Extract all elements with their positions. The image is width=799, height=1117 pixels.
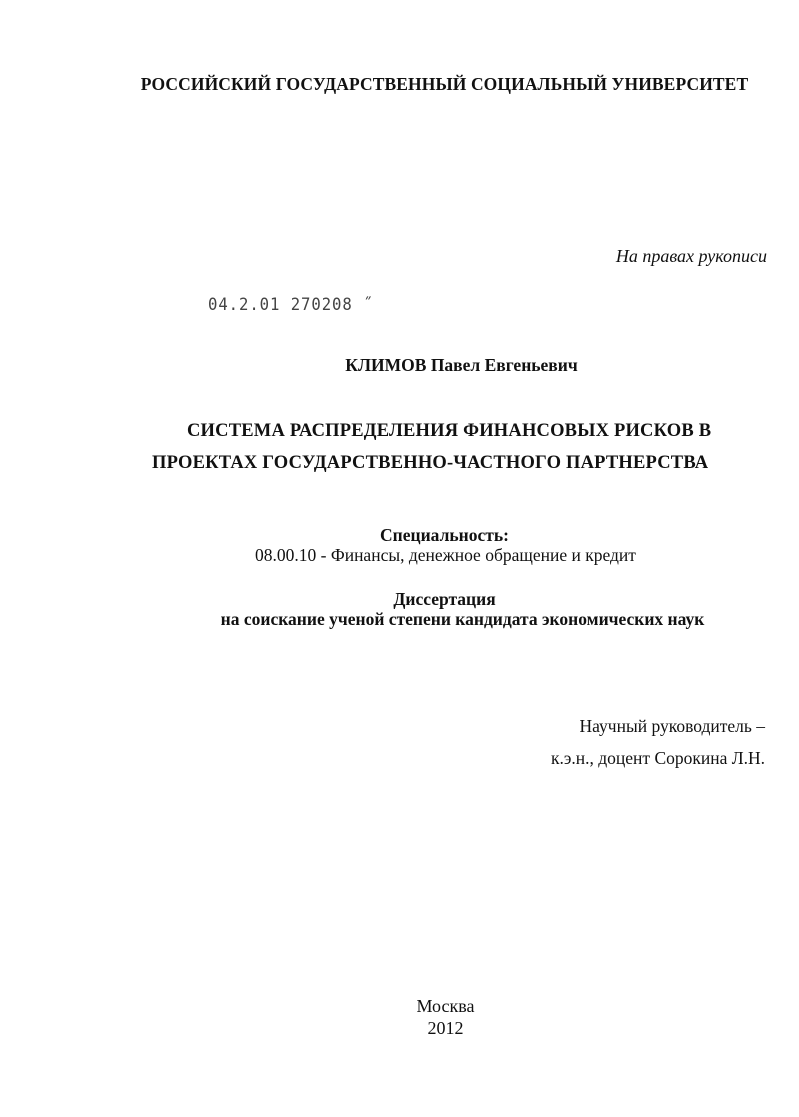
dissertation-label: Диссертация xyxy=(393,589,496,609)
specialty-label: Специальность: xyxy=(380,525,509,545)
university-name: РОССИЙСКИЙ ГОСУДАРСТВЕННЫЙ СОЦИАЛЬНЫЙ УНИВЕРСИТЕТ xyxy=(140,74,749,94)
advisor-role: Научный руководитель – xyxy=(579,716,765,736)
advisor-name: к.э.н., доцент Сорокина Л.Н. xyxy=(551,748,765,768)
dissertation-description: на соискание ученой степени кандидата экономических наук xyxy=(220,609,705,629)
year: 2012 xyxy=(427,1018,464,1038)
city: Москва xyxy=(416,996,475,1016)
registration-stamp: 04.2.01 270208 ˝ xyxy=(208,295,374,315)
thesis-title-line-1: СИСТЕМА РАСПРЕДЕЛЕНИЯ ФИНАНСОВЫХ РИСКОВ В xyxy=(187,421,712,441)
specialty-value: 08.00.10 - Финансы, денежное обращение и кредит xyxy=(255,545,636,565)
thesis-title-line-2: ПРОЕКТАХ ГОСУДАРСТВЕННО-ЧАСТНОГО ПАРТНЕРСТВА xyxy=(152,453,709,473)
author-name: КЛИМОВ Павел Евгеньевич xyxy=(345,355,578,375)
manuscript-note: На правах рукописи xyxy=(615,246,767,266)
